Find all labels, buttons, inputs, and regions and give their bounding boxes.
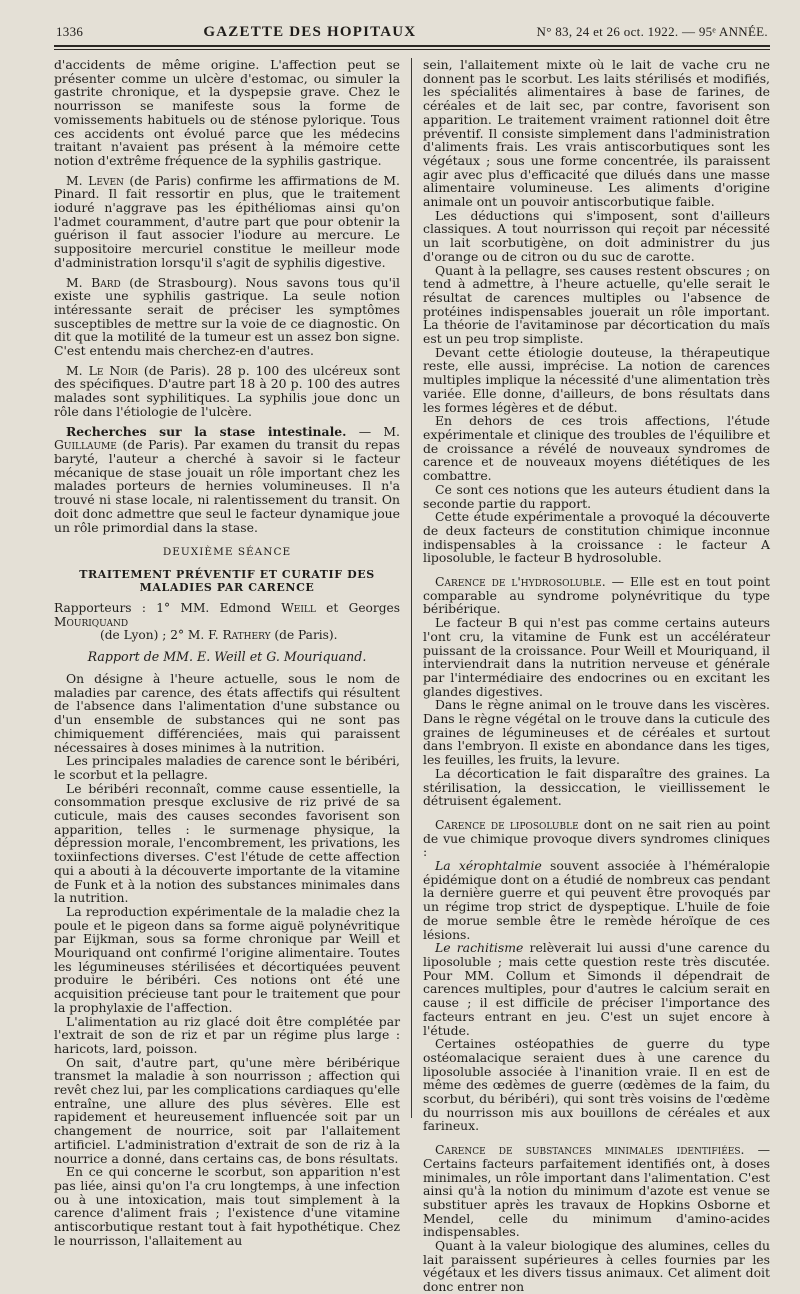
reporters-text: Rapporteurs : 1° MM. Edmond	[54, 601, 282, 616]
paragraph: M. Leven (de Paris) confirme les affirmations de M. Pinard. Il fait ressortir en plus, que le traitement ioduré n'aggrave pas les épithéliomas ainsi qu'on l'admet couramment, d'autre part que pour obtenir la guérison il faut associer l'iodure au mercure. Le suppositoire mercuriel constitue le meilleur mode d'administration lorsqu'il s'agit de syphilis digestive.	[54, 172, 400, 270]
term-emphasis: La xérophtalmie	[435, 858, 542, 874]
subsection-title: Carence de substances minimales identifiées.	[435, 1142, 745, 1158]
paragraph: M. Le Noir (de Paris). 28 p. 100 des ulcéreux sont des spécifiques. D'autre part 18 à 20 p. 100 des autres malades sont syphilitiques. La syphilis joue donc un rôle dans l'étiologie de l'ulcère.	[54, 362, 400, 419]
text-columns	[54, 57, 771, 1294]
page-number: 1336	[56, 24, 84, 39]
paragraph	[423, 575, 770, 616]
issue-info: N° 83, 24 et 26 oct. 1922. — 95ᵉ ANNÉE.	[536, 24, 768, 39]
journal-title: GAZETTE DES HOPITAUX	[203, 24, 417, 40]
subsection-title: Carence de l'hydrosoluble.	[435, 574, 606, 590]
paragraph-text: dont on ne sait rien au point de vue chimique provoque divers syndromes cliniques :	[423, 816, 771, 860]
paragraph: L'alimentation au riz glacé doit être complétée par l'extrait de son de riz et par un régime plus large : haricots, lard, poisson.	[54, 1013, 400, 1056]
paragraph: Le béribéri reconnaît, comme cause essentielle, la consommation presque exclusive de riz privé de sa cuticule, mais des causes secondes favorisent son apparition, telles : le surmenage physique, la dépression morale, l'encombrement, les privations, les toxiinfections diverses. C'est l'étude de cette affection qui a abouti à la découverte importante de la vitamine de Funk et à la notion des substances minimales dans la nutrition.	[54, 780, 400, 906]
paragraph: Recherches sur la stase intestinale. — M. Guillaume (de Paris). Par examen du transit du repas baryté, l'auteur a cherché à savoir si le facteur mécanique de stase jouait un rôle important chez les malades porteurs de hernies volumineuses. Il n'a trouvé ni stase locale, ni ralentissement du transit. On doit donc admettre que seul le facteur dynamique joue un rôle primordial dans la stase.	[54, 423, 400, 535]
paragraph	[423, 818, 770, 859]
reporters-text: et Georges	[315, 601, 400, 616]
paragraph: On sait, d'autre part, qu'une mère béribérique transmet la maladie à son nourrisson ; affection qui revêt chez lui, par les complications cardiaques qu'elle entraîne, une allure des plus sévères. Elle est rapidement et heureusement influencée soit par un changement de nourrice, soit par l'allaitement artificiel. L'administration d'extrait de son de riz à la nourrice a donné, dans certains cas, de bons résultats.	[54, 1054, 400, 1166]
author-name: Mouriquand	[54, 614, 129, 629]
paragraph: Dans le règne animal on le trouve dans les viscères. Dans le règne végétal on le trouve dans la cuticule des graines de légumineuses et de céréales et surtout dans l'embryon. Il existe en abondance dans les tiges, les feuilles, les fruits, la levure.	[423, 697, 770, 768]
paragraph: Quant à la pellagre, ses causes restent obscures ; on tend à admettre, à l'heure actuelle, qu'elle serait le résultat de carences multiples ou l'absence de protéines indispensables jouerait un rôle important. La théorie de l'avitaminose par décortication du maïs est un peu trop simpliste.	[423, 262, 770, 347]
paragraph: Devant cette étiologie douteuse, la thérapeutique reste, elle aussi, imprécise. La notion de carences multiples implique la nécessité d'une alimentation très variée. Elle donne, d'ailleurs, de bons résultats dans les formes légères et de début.	[423, 344, 770, 415]
paragraph	[423, 1143, 770, 1239]
reporters	[54, 602, 400, 643]
author-name: Rathery	[222, 628, 271, 643]
paragraph-text: — Certains facteurs parfaitement identifiés ont, à doses minimales, un rôle important dans l'alimentation. C'est ainsi qu'à la notion du minimum d'azote est venue se substituer après les travaux de Hopkins Osborne et Mendel, celle du minimum d'amino-acides indispensables.	[423, 1142, 770, 1240]
author-name: Weill	[281, 601, 316, 616]
paragraph: d'accidents de même origine. L'affection peut se présenter comme un ulcère d'estomac, ou simuler la gastrite chronique, et la dyspepsie grave. Chez le nourrisson se manifeste sous la forme de vomissements habituels ou de sténose pylorique. Tous ces accidents ont évolué parce que les médecins traitant n'avaient pas présent à la mémoire cette notion d'extrême fréquence de la syphilis gastrique.	[54, 57, 400, 168]
subsection-title: Carence de liposoluble	[435, 816, 579, 832]
paragraph: On désigne à l'heure actuelle, sous le nom de maladies par carence, des états affectifs qui résultent de l'absence dans l'alimentation d'une substance ou d'un ensemble de substances qui ne sont pas chimiquement différenciées, mais qui paraissent nécessaires à doses minimes à la nutrition.	[54, 670, 400, 755]
subsection-title: Recherches sur la stase intestinale.	[66, 423, 347, 439]
paragraph-text: souvent associée à l'héméralopie épidémique dont on a étudié de nombreux cas pendant la dernière guerre et qui peuvent être provoqués par un régime trop strict de dyspeptique. L'huile de foie de morue semble être le remède héroïque de ces lésions.	[423, 858, 771, 942]
paragraph-text: (de Strasbourg). Nous savons tous qu'il existe une syphilis gastrique. La seule notion intéressante serait de préciser les symptômes susceptibles de mettre sur la voie de ce diagnostic. On dit que la motilité de la tumeur est un assez bon signe. C'est entendu mais cherchez-en d'autres.	[54, 274, 400, 359]
paragraph: Ce sont ces notions que les auteurs étudient dans la seconde partie du rapport.	[423, 481, 770, 511]
paragraph: La décortication le fait disparaître des graines. La stérilisation, la dessiccation, le vieillissement le détruisent également.	[423, 765, 770, 809]
author-name: Le Noir	[88, 362, 138, 378]
section-title: DEUXIÈME SÉANCE	[162, 546, 292, 559]
paragraph	[423, 859, 770, 941]
paragraph: Certaines ostéopathies de guerre du type ostéomalacique seraient dues à une carence du liposoluble associée à l'inanition vraie. Il en est de même des œdèmes de guerre (œdèmes de la faim, du scorbut, du béribéri), qui sont très voisins de l'œdème du nourrisson mis aux bouillons de céréales et aux farineux.	[423, 1036, 770, 1134]
paragraph-text: (de Paris) confirme les affirmations de M. Pinard. Il fait ressortir en plus, que le traitement ioduré n'aggrave pas les épithéliomas ainsi qu'on l'admet couramment, d'autre part que pour obtenir la guérison il faut associer l'iodure au mercure. Le suppositoire mercuriel constitue le meilleur mode d'administration lorsqu'il s'agit de syphilis digestive.	[54, 172, 400, 270]
block-title: TRAITEMENT PRÉVENTIF ET CURATIF DES MALADIES PAR CARENCE	[79, 568, 375, 595]
author-name: Guillaume	[54, 437, 117, 453]
header-rule	[54, 45, 770, 50]
author-name: Leven	[88, 172, 124, 188]
right-column	[412, 57, 771, 1294]
paragraph: Cette étude expérimentale a provoqué la découverte de deux facteurs de constitution chimique inconnue indispensables à la croissance : le facteur A liposoluble, le facteur B hydrosoluble.	[423, 509, 770, 566]
paragraph: Le facteur B qui n'est pas comme certains auteurs l'ont cru, la vitamine de Funk est un accélérateur puissant de la croissance. Pour Weill et Mouriquand, il interviendrait dans la nutrition nerveuse et générale par l'intermédiaire des endocrines ou en excitant les glandes digestives.	[423, 615, 770, 699]
paragraph: Les principales maladies de carence sont le béribéri, le scorbut et la pellagre.	[54, 753, 400, 782]
paragraph: M. Bard (de Strasbourg). Nous savons tous qu'il existe une syphilis gastrique. La seule notion intéressante serait de préciser les symptômes susceptibles de mettre sur la voie de ce diagnostic. On dit que la motilité de la tumeur est un assez bon signe. C'est entendu mais cherchez-en d'autres.	[54, 274, 400, 359]
paragraph: Les déductions qui s'imposent, sont d'ailleurs classiques. A tout nourrisson qui reçoit par nécessité un lait scorbutigène, on doit administrer du jus d'orange ou de citron ou du suc de carotte.	[423, 207, 770, 264]
left-column	[54, 57, 412, 1248]
paragraph-text: (de Paris). 28 p. 100 des ulcéreux sont des spécifiques. D'autre part 18 à 20 p. 100 des autres malades sont syphilitiques. La syphilis joue donc un rôle dans l'étiologie de l'ulcère.	[54, 362, 400, 419]
report-heading: Rapport de MM. E. Weill et G. Mouriquand.	[87, 648, 367, 664]
paragraph-text: relèverait lui aussi d'une carence du liposoluble ; mais cette question reste très discutée. Pour MM. Collum et Simonds il dépendrait de carences multiples, pour d'autres le calcium serait en cause ; il est difficile de préciser l'importance des facteurs entrant en jeu. C'est un sujet encore à l'étude.	[423, 940, 770, 1038]
paragraph: sein, l'allaitement mixte où le lait de vache cru ne donnent pas le scorbut. Les laits stérilisés et modifiés, les spécialités alimentaires à base de farines, de céréales et de lait sec, par contre, favorisent son apparition. Le traitement vraiment rationnel doit être préventif. Il consiste simplement dans l'administration d'aliments frais. Les vrais antiscorbutiques sont les végétaux ; sous une forme concentrée, ils paraissent agir avec plus d'efficacité que dilués dans une masse alimentaire volumineuse. Les aliments d'origine animale ont un pouvoir antiscorbutique faible.	[423, 57, 770, 210]
paragraph: La reproduction expérimentale de la maladie chez la poule et le pigeon dans sa forme aiguë polynévritique par Eijkman, sous sa forme chronique par Weill et Mouriquand ont confirmé l'origine alimentaire. Toutes les légumineuses stérilisées et décortiquées peuvent produire le béribéri. Ces notions ont été une acquisition précieuse tant pour le traitement que pour la prophylaxie de l'affection.	[54, 903, 400, 1015]
paragraph-text: (de Paris). Par examen du transit du repas baryté, l'auteur a cherché à savoir si le facteur mécanique de stase jouait un rôle important chez les malades porteurs de hernies volumineuses. Il n'a trouvé ni stase locale, ni ralentissement du transit. On doit donc admettre que seul le facteur dynamique joue un rôle primordial dans la stase.	[54, 437, 400, 535]
paragraph: En ce qui concerne le scorbut, son apparition n'est pas liée, ainsi qu'on l'a cru longtemps, à une infection ou à une intoxication, mais tout simplement à la carence d'aliment frais ; l'existence d'une vitamine antiscorbutique restant tout à fait hypothétique. Chez le nourrisson, l'allaitement au	[54, 1164, 400, 1248]
term-emphasis: Le rachitisme	[435, 940, 524, 956]
running-header	[54, 24, 770, 45]
paragraph: En dehors de ces trois affections, l'étude expérimentale et clinique des troubles de l'équilibre et de croissance a révélé de nouveaux syndromes de carence et de nouveaux moyens diététiques de les combattre.	[423, 413, 770, 484]
paragraph-text: — Elle est en tout point comparable au syndrome polynévritique du type béribérique.	[423, 574, 771, 617]
paragraph: Quant à la valeur biologique des alumines, celles du lait paraissent supérieures à celles fournies par les végétaux et les divers tissus animaux. Cet aliment doit donc entrer non	[423, 1238, 770, 1294]
reporters-text: (de Paris).	[270, 628, 338, 643]
author-name: Bard	[91, 274, 121, 290]
reporters-text: (de Lyon) ; 2° M. F.	[100, 628, 223, 643]
paragraph	[423, 941, 770, 1037]
